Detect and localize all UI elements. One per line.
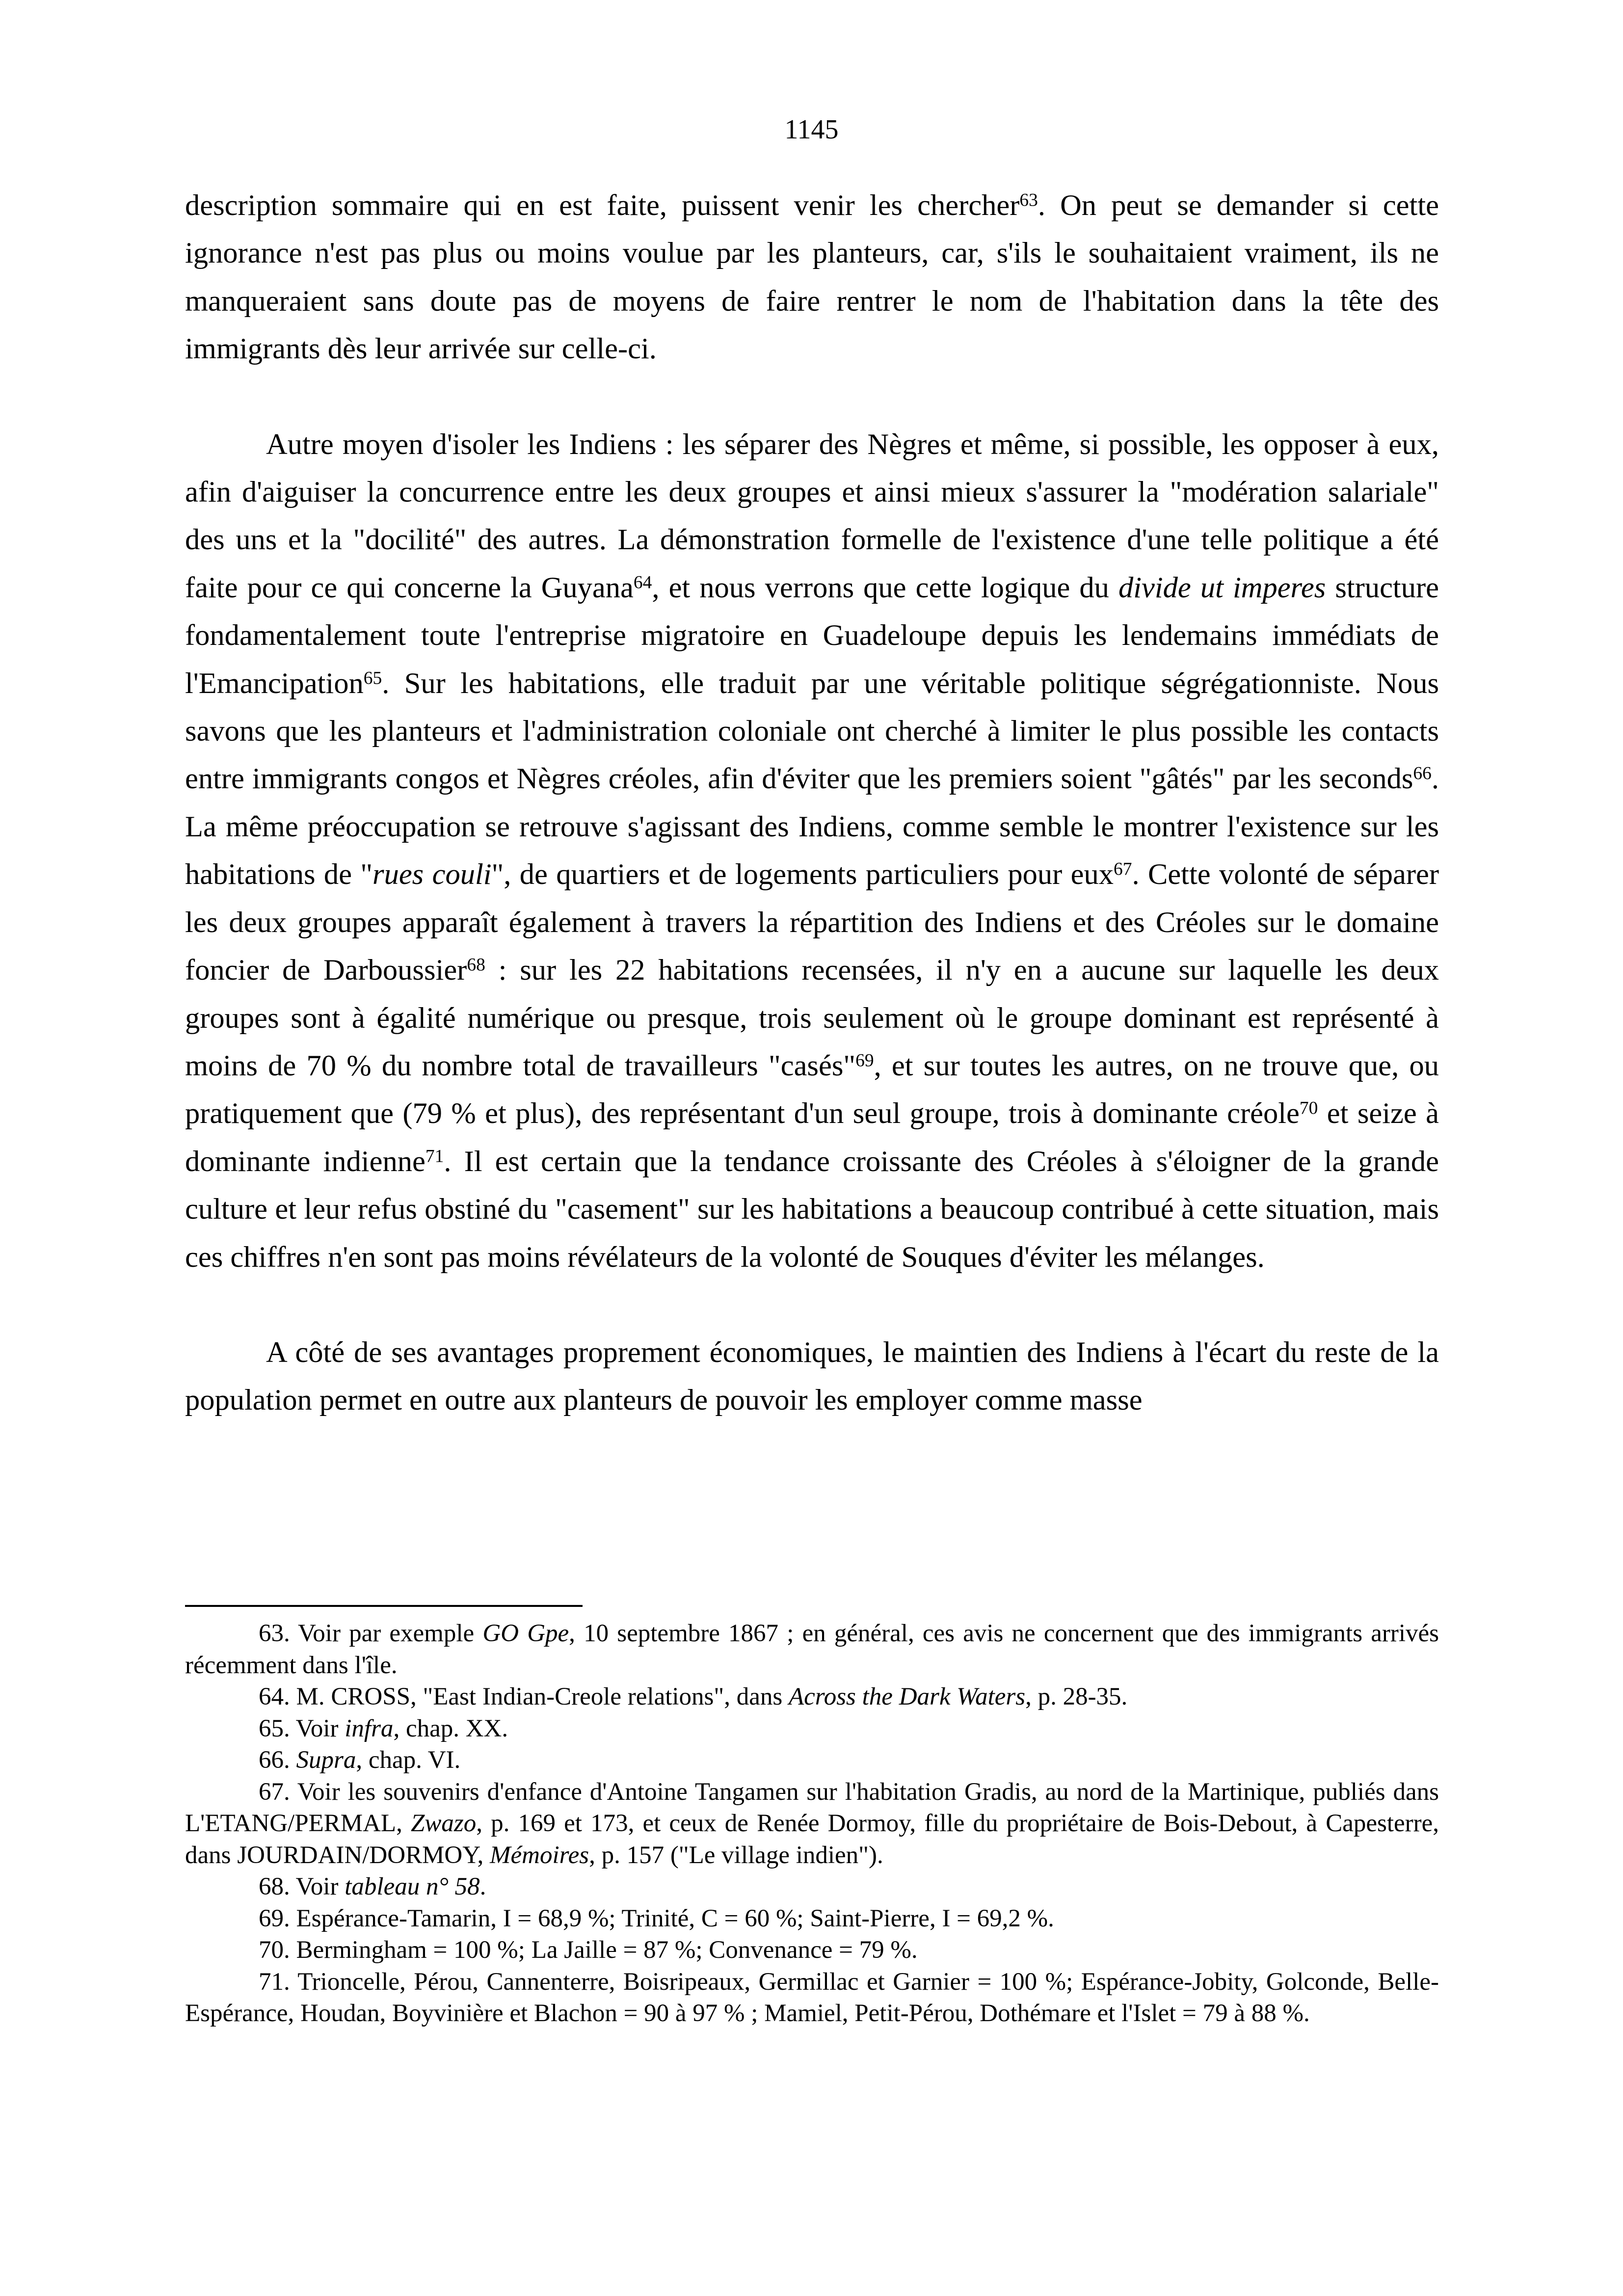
text-run: : sur les 22 habitations recensées, il n'y en a aucune sur laquelle les deux groupes sont à égalité numérique ou presque, trois seulement où le groupe dominant est représenté à moins de 70 % du nombre total de travailleurs "casés" bbox=[185, 954, 1439, 1082]
text-run: Bermingham = 100 %; La Jaille = 87 %; Convenance = 79 %. bbox=[290, 1936, 918, 1964]
footnote-ref-68[interactable]: 68 bbox=[467, 955, 485, 975]
footnote-number: 65. bbox=[259, 1714, 290, 1742]
text-run: ", de quartiers et de logements particuliers pour eux bbox=[491, 858, 1114, 891]
text-run: Autre moyen d'isoler les Indiens : les séparer des Nègres et même, si possible, les opposer à eux, afin d'aiguiser la concurrence entre les deux groupes et ainsi mieux s'assurer la "modération salariale" des uns et la "docilité" des autres. La démonstration formelle de l'existence d'une telle politique a été faite pour ce qui concerne la Guyana bbox=[185, 427, 1439, 604]
italic-phrase: Across the Dark Waters bbox=[788, 1683, 1026, 1710]
footnote-68 bbox=[185, 1871, 1439, 1903]
text-run: Espérance-Tamarin, I = 68,9 %; Trinité, C = 60 %; Saint-Pierre, I = 69,2 %. bbox=[290, 1904, 1054, 1932]
text-run: , p. 28-35. bbox=[1025, 1683, 1128, 1710]
footnote-66 bbox=[185, 1744, 1439, 1776]
text-run: , chap. VI. bbox=[356, 1746, 461, 1774]
footnote-ref-65[interactable]: 65 bbox=[363, 667, 382, 688]
text-run: . Il est certain que la tendance croissante des Créoles à s'éloigner de la grande culture et leur refus obstiné du "casement" sur les habitations a beaucoup contribué à cette situation, mais ces chiffres n'en sont pas moins révélateurs de la volonté de Souques d'éviter les mélanges. bbox=[185, 1145, 1439, 1274]
text-run: , chap. XX. bbox=[393, 1714, 508, 1742]
italic-phrase: divide ut imperes bbox=[1118, 571, 1326, 604]
paragraph-1 bbox=[185, 182, 1439, 373]
footnote-number: 67. bbox=[259, 1778, 290, 1806]
footnote-number: 70. bbox=[259, 1936, 290, 1964]
text-run: Voir les souvenirs d'enfance d'Antoine Tangamen sur l'habitation Gradis, au nord de la Martinique, publiés dans L'ETANG/PERMAL, bbox=[185, 1778, 1439, 1837]
footnote-63 bbox=[185, 1618, 1439, 1681]
footnote-ref-71[interactable]: 71 bbox=[425, 1146, 444, 1166]
footnote-ref-67[interactable]: 67 bbox=[1113, 859, 1132, 880]
text-run: . Sur les habitations, elle traduit par une véritable politique ségrégationniste. Nous savons que les planteurs et l'administration coloniale ont cherché à limiter le plus possible les contacts entre immigrants congos et Nègres créoles, afin d'éviter que les premiers soient "gâtés" par les seconds bbox=[185, 667, 1439, 796]
footnote-number: 68. bbox=[259, 1873, 290, 1900]
text-run: Voir bbox=[290, 1714, 345, 1742]
italic-phrase: GO Gpe bbox=[482, 1620, 569, 1647]
paragraph-3 bbox=[185, 1329, 1439, 1424]
body-text bbox=[185, 182, 1439, 1472]
footnote-ref-64[interactable]: 64 bbox=[633, 572, 652, 593]
text-run: structure fondamentalement toute l'entreprise migratoire en Guadeloupe depuis les lendemains immédiats de l'Emancipation bbox=[185, 571, 1439, 700]
text-run: et seize à dominante indienne bbox=[185, 1097, 1439, 1178]
text-run: description sommaire qui en est faite, puissent venir les chercher bbox=[185, 189, 1020, 222]
footnote-67 bbox=[185, 1776, 1439, 1871]
text-run: Trioncelle, Pérou, Cannenterre, Boisripeaux, Germillac et Garnier = 100 %; Espérance-Jobity, Golconde, Belle-Espérance, Houdan, Boyvinière et Blachon = 90 à 97 % ; Mamiel, Petit-Pérou, Dothémare et l'Islet = 79 à 88 %. bbox=[185, 1968, 1439, 2027]
italic-phrase: Mémoires bbox=[490, 1841, 589, 1869]
text-run: A côté de ses avantages proprement économiques, le maintien des Indiens à l'écart du reste de la population permet en outre aux planteurs de pouvoir les employer comme masse bbox=[185, 1335, 1439, 1417]
text-run: M. CROSS, "East Indian-Creole relations", dans bbox=[290, 1683, 789, 1710]
footnotes bbox=[185, 1618, 1439, 2029]
text-run: . On peut se demander si cette ignorance n'est pas plus ou moins voulue par les planteurs, car, s'ils le souhaitaient vraiment, ils ne manqueraient sans doute pas de moyens de faire rentrer le nom de l'habitation dans la tête des immigrants dès leur arrivée sur celle-ci. bbox=[185, 189, 1439, 366]
footnote-65 bbox=[185, 1713, 1439, 1745]
footnote-ref-70[interactable]: 70 bbox=[1299, 1098, 1318, 1119]
italic-phrase: infra bbox=[345, 1714, 394, 1742]
text-run bbox=[290, 1746, 296, 1774]
footnote-number: 63. bbox=[259, 1620, 290, 1647]
footnote-70 bbox=[185, 1934, 1439, 1966]
text-run: Voir bbox=[290, 1873, 345, 1900]
text-run: , et nous verrons que cette logique du bbox=[652, 571, 1118, 604]
footnote-number: 71. bbox=[259, 1968, 290, 1996]
paragraph-2 bbox=[185, 421, 1439, 1281]
footnote-number: 69. bbox=[259, 1904, 290, 1932]
footnote-64 bbox=[185, 1681, 1439, 1713]
page-number: 1145 bbox=[784, 114, 839, 145]
italic-phrase: Zwazo bbox=[410, 1810, 477, 1837]
footnote-number: 66. bbox=[259, 1746, 290, 1774]
text-run: . La même préoccupation se retrouve s'agissant des Indiens, comme semble le montrer l'existence sur les habitations de " bbox=[185, 762, 1439, 891]
text-run: . Cette volonté de séparer les deux groupes apparaît également à travers la répartition des Indiens et des Créoles sur le domaine foncier de Darboussier bbox=[185, 858, 1439, 987]
text-run: , et sur toutes les autres, on ne trouve que, ou pratiquement que (79 % et plus), des représentant d'un seul groupe, trois à dominante créole bbox=[185, 1049, 1439, 1130]
footnote-separator bbox=[185, 1605, 583, 1607]
text-run: , p. 169 et 173, et ceux de Renée Dormoy, fille du propriétaire de Bois-Debout, à Capesterre, dans JOURDAIN/DORMOY, bbox=[185, 1810, 1439, 1869]
footnote-number: 64. bbox=[259, 1683, 290, 1710]
footnote-ref-69[interactable]: 69 bbox=[855, 1050, 874, 1071]
text-run: Voir par exemple bbox=[290, 1620, 483, 1647]
footnote-ref-63[interactable]: 63 bbox=[1019, 190, 1038, 211]
text-run: , 10 septembre 1867 ; en général, ces avis ne concernent que des immigrants arrivés récemment dans l'île. bbox=[185, 1620, 1439, 1679]
italic-phrase: Supra bbox=[296, 1746, 356, 1774]
footnote-ref-66[interactable]: 66 bbox=[1413, 763, 1432, 784]
italic-phrase: tableau n° 58 bbox=[345, 1873, 480, 1900]
footnote-71 bbox=[185, 1966, 1439, 2029]
italic-phrase: rues couli bbox=[372, 858, 492, 891]
text-run: . bbox=[479, 1873, 486, 1900]
footnote-69 bbox=[185, 1903, 1439, 1935]
text-run: , p. 157 ("Le village indien"). bbox=[589, 1841, 883, 1869]
